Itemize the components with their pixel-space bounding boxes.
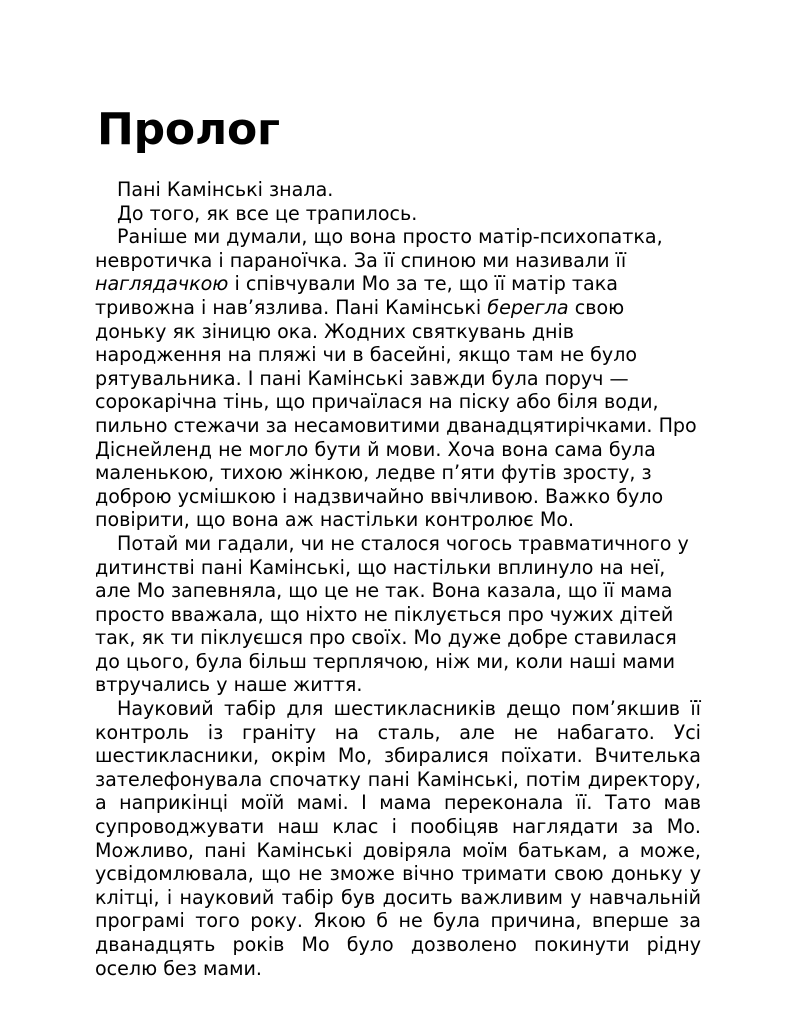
paragraph: Пані Камінські знала. [117, 178, 334, 201]
paragraph: До того, як все це трапилось. [117, 201, 418, 225]
page-content [95, 104, 701, 980]
paragraph: Раніше ми думали, що вона просто матір-психопатка, невротичка і параноїчка. За її спиною ми називали її наглядачкою і співчували Мо за те, що її матір така тривожна і нав’язлива. Пані Камінські берегла свою доньку як зіницю ока. Жодних святкувань днів народження на пляжі чи в басейні, якщо там не було рятувальника. І пані Камінські завжди була поруч — сорокарічна тінь, що причаїлася на піску або біля води, пильно стежачи за несамовитими дванадцятирічками. Про Діснейленд не могло бути й мови. Хоча вона сама була маленькою, тихою жінкою, ледве п’яти футів зросту, з доброю усмішкою і надзвичайно ввічливою. Важко було повірити, що вона аж настільки контролює Мо. [95, 225, 697, 532]
body-text [95, 178, 701, 980]
chapter-title: Пролог [97, 104, 280, 155]
emphasized-text: берегла [487, 295, 569, 319]
paragraph: Потай ми гадали, чи не сталося чогось травматичного у дитинстві пані Камінські, що настільки вплинуло на неї, але Мо запевняла, що це не так. Вона казала, що її мама просто вважала, що ніхто не піклується про чужих дітей так, як ти піклуєшся про своїх. Мо дуже добре ставилася до цього, була більш терплячою, ніж ми, коли наші мами втручались у наше життя. [95, 531, 689, 697]
paragraph: Науковий табір для шестикласників дещо пом’якшив її контроль із граніту на сталь, але не набагато. Усі шестикласники, окрім Мо, збиралися поїхати. Вчителька зателефонувала спочатку пані Камінські, потім директору, а наприкінці моїй мамі. І мама переконала її. Тато мав супроводжувати наш клас і пообіцяв наглядати за Мо. Можливо, пані Камінські довіряла моїм батькам, а може, усвідомлювала, що не зможе вічно тримати свою доньку у клітці, і науковий табір був досить важливим у навчальній програмі того року. Якою б не була причина, вперше за дванадцять років Мо було дозволено покинути рідну оселю без мами. [95, 697, 701, 980]
emphasized-text: наглядачкою [95, 272, 229, 296]
